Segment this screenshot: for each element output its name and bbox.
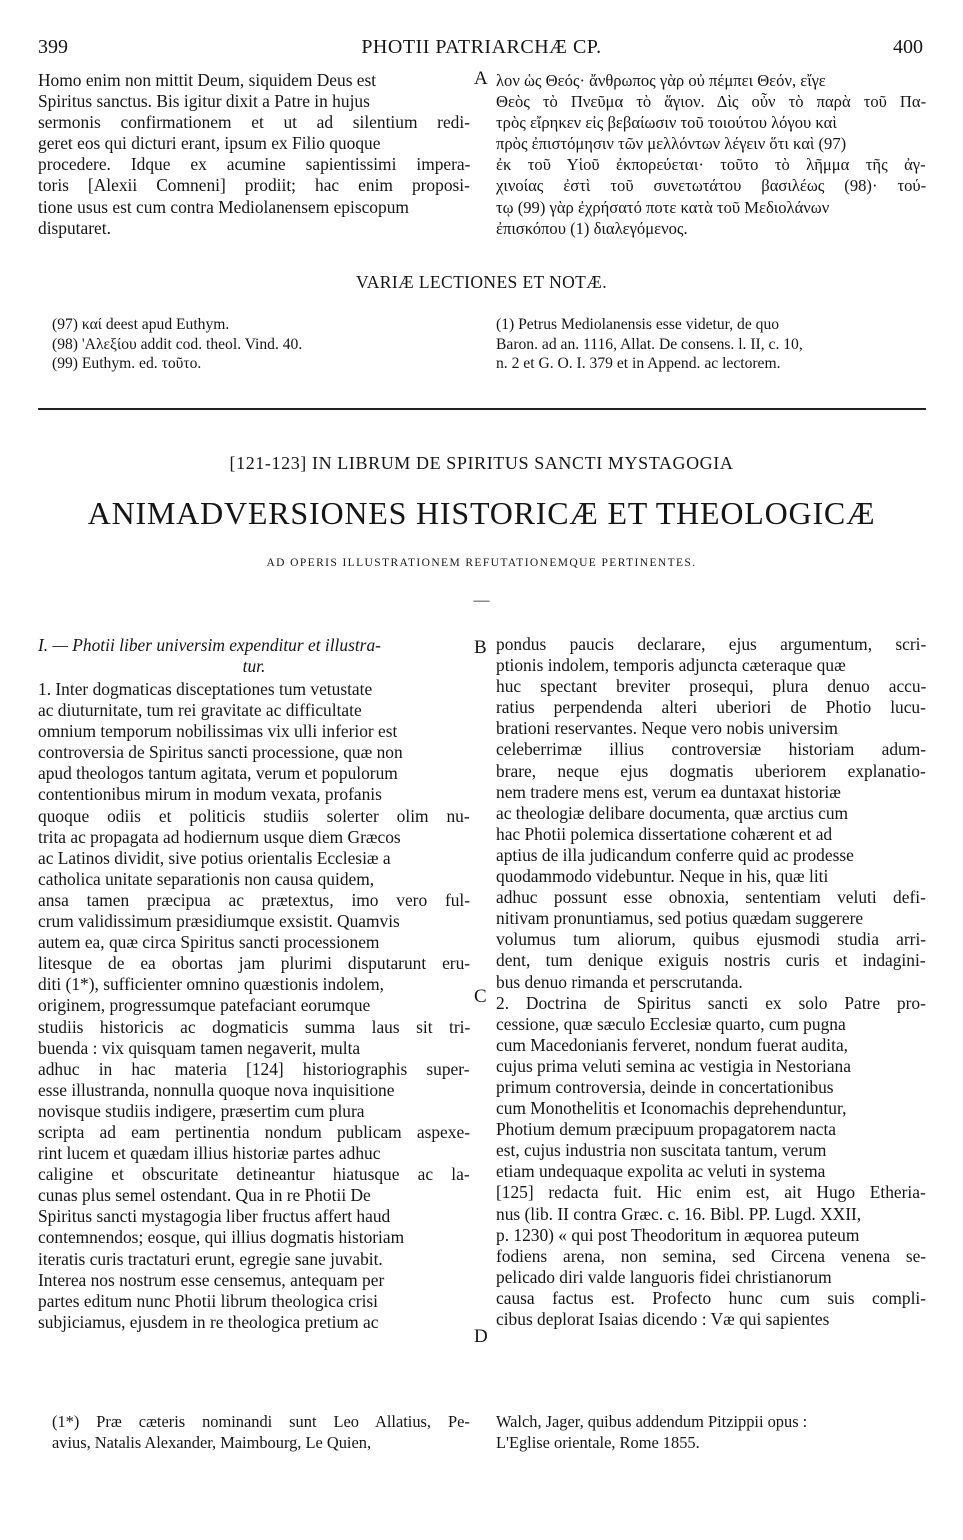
body-line: quoque odiis et politicis studiis solerter olim nu-: [38, 805, 470, 826]
body-line: novisque studiis indigere, præsertim cum plura: [38, 1100, 365, 1121]
body-line: volumus tum aliorum, quibus ejusmodi studia arri-: [496, 929, 927, 950]
margin-marker-c: C: [474, 986, 487, 1007]
latin-line: Spiritus sanctus. Bis igitur dixit a Patre in hujus: [38, 91, 370, 112]
section-subtitle: [121-123] IN LIBRUM DE SPIRITUS SANCTI MYSTAGOGIA: [229, 453, 734, 473]
footnote-line: L'Eglise orientale, Rome 1855.: [496, 1433, 700, 1453]
body-line: huc spectant breviter prosequi, plura denuo accu-: [496, 676, 927, 697]
body-line: primum controversia, deinde in concertationibus: [496, 1076, 834, 1097]
body-line: celeberrimæ illius controversiæ historiam adum-: [496, 739, 927, 760]
margin-marker-a: A: [474, 68, 488, 89]
body-line: ratius perpendenda alteri uberiori de Photio lucu-: [496, 697, 926, 718]
running-title: PHOTII PATRIARCHÆ CP.: [361, 36, 602, 58]
body-line: adhuc in hac materia [124] historiographis super-: [38, 1058, 470, 1079]
footnote-right: [496, 1412, 926, 1454]
page-number-right: 400: [893, 36, 923, 58]
body-line: Spiritus sancti mystagogia liber fructus affert haud: [38, 1206, 391, 1227]
footnote-line: avius, Natalis Alexander, Maimbourg, Le Quien,: [52, 1433, 372, 1453]
body-line: 2. Doctrina de Spiritus sancti ex solo Patre pro-: [496, 992, 926, 1013]
chapter-heading-line-2: tur.: [242, 656, 266, 677]
latin-line: disputaret.: [38, 217, 111, 238]
body-line: Interea nos nostrum esse censemus, antequam per: [38, 1269, 385, 1290]
body-line: nem tradere mens est, verum ea duntaxat historiæ: [496, 781, 841, 802]
body-line: causa factus est. Profecto hunc cum suis compli-: [496, 1287, 927, 1308]
body-line: Photium demum præcipuum propagatorem nacta: [496, 1119, 837, 1140]
greek-line: χινοίας ἐστὶ τοῦ συνετωτάτου βασιλέως (98)· τού-: [496, 176, 927, 196]
body-line: buenda : vix quisquam tamen negaverit, multa: [38, 1037, 361, 1058]
body-line: p. 1230) « qui post Theodoritum in æquorea puteum: [496, 1224, 860, 1245]
body-line: fodiens arena, non semina, sed Circena venena se-: [496, 1245, 927, 1266]
latin-line: geret eos qui dicturi erant, ipsum ex Filio quoque: [38, 133, 381, 154]
body-line: trita ac propagata ad hodiernum usque diem Græcos: [38, 826, 401, 847]
body-line: cibus deplorat Isaias dicendo : Væ qui sapientes: [496, 1309, 830, 1329]
body-line: originem, progressumque patefaciant eorumque: [38, 995, 371, 1016]
footnote-left: [52, 1412, 470, 1454]
body-line: pelicado diri valde languoris fidei christianorum: [496, 1266, 832, 1287]
body-line: ac diuturnitate, tum rei gravitate ac difficultate: [38, 700, 362, 721]
body-line: ptionis indolem, temporis adjuncta cæteraque quæ: [496, 655, 846, 676]
body-line: partes editum nunc Photii librum theologica crisi: [38, 1290, 379, 1311]
body-line: ac Latinos dividit, sive potius orientalis Ecclesiæ a: [38, 847, 391, 868]
body-line: rint lucem et quædam illius historiæ partes adhuc: [38, 1143, 381, 1164]
body-line: diti (1*), sufficienter omnino quæstionis indolem,: [38, 974, 385, 995]
body-line: aptius de illa judicandum conferre quid ac prodesse: [496, 844, 854, 865]
body-line: pondus paucis declarare, ejus argumentum, scri-: [496, 634, 927, 654]
body-line: cunas plus semel ostendant. Qua in re Photii De: [38, 1185, 371, 1206]
body-line: controversia de Spiritus sancti processione, quæ non: [38, 742, 403, 763]
body-line: nitivam pronuntiamus, sed potius quædam suggerere: [496, 908, 864, 929]
margin-marker-d: D: [474, 1326, 488, 1347]
variant-note: (98) 'Αλεξίου addit cod. theol. Vind. 40.: [52, 335, 303, 353]
greek-line: πρὸς ἐπιστόμησιν τῶν μελλόντων λέγειν ὅτι καὶ (97): [496, 134, 847, 154]
body-line: ac theologiæ delibare documenta, quæ arctius cum: [496, 802, 849, 823]
body-line: esse illustranda, nonnulla quoque nova inquisitione: [38, 1079, 395, 1100]
body-line: contemnendos; eosque, qui illius dogmatis historiam: [38, 1227, 405, 1248]
body-line: ansa tamen præcipua ac prætextus, imo vero ful-: [38, 889, 471, 910]
greek-line: ἐκ τοῦ Υἱοῦ ἐκπορεύεται· τοῦτο τὸ λῆμμα τῆς ἀγ-: [496, 155, 926, 175]
latin-line: procedere. Idque ex acumine sapientissimi impera-: [38, 154, 471, 175]
greek-line: Θεὸς τὸ Πνεῦμα τὸ ἅγιον. Δὶς οὖν τὸ παρὰ τοῦ Πα-: [496, 92, 927, 112]
body-line: cum Monothelitis et Iconomachis deprehenduntur,: [496, 1098, 847, 1119]
body-line: caligine et obscuritate detineantur hiatusque ac la-: [38, 1164, 470, 1185]
body-left-column: [38, 679, 470, 1333]
body-line: catholica unitate separationis non causa quidem,: [38, 868, 375, 889]
variae-heading: VARIÆ LECTIONES ET NOTÆ.: [355, 272, 608, 292]
variant-note: (97) καί deest apud Euthym.: [52, 316, 230, 333]
body-line: est, cujus industria non suscitata tantum, verum: [496, 1140, 827, 1161]
latin-translation-column: [38, 70, 470, 239]
variant-note: (99) Euthym. ed. τοῦτο.: [52, 355, 202, 373]
body-line: 1. Inter dogmaticas disceptationes tum vetustate: [38, 679, 373, 699]
body-line: dent, tum denique exiguis nostris curis et indagini-: [496, 950, 926, 971]
body-right-column: [496, 634, 926, 1330]
body-line: scripta ad eam pertinentia nondum publicam aspexe-: [38, 1121, 470, 1142]
greek-line: τῳ (99) γὰρ ἐχρήσατό ποτε κατὰ τοῦ Μεδιολάνων: [496, 197, 830, 217]
body-line: quodammodo videbuntur. Neque in his, quæ liti: [496, 866, 829, 887]
chapter-heading: [38, 635, 470, 677]
greek-line: τρὸς εἴρηκεν εἰς βεβαίωσιν τοῦ τοιούτου λόγου καὶ: [496, 113, 837, 133]
body-line: brare, neque ejus dogmatis uberiorem explanatio-: [496, 760, 926, 781]
body-line: cujus prima veluti semina ac vestigia in Nestoriana: [496, 1055, 851, 1076]
body-line: litesque de ea obortas jam plurimi disputarunt eru-: [38, 953, 471, 974]
body-line: adhuc possunt esse obnoxia, sententiam veluti defi-: [496, 887, 926, 908]
body-line: nus (lib. II contra Græc. c. 16. Bibl. PP. Lugd. XXII,: [496, 1203, 862, 1224]
variae-notes-right: [496, 315, 926, 374]
body-line: studiis historicis ac dogmaticis summa laus sit tri-: [38, 1016, 471, 1037]
body-line: [125] redacta fuit. Hic enim est, ait Hugo Etheria-: [496, 1182, 926, 1203]
body-line: brationi reservantes. Neque vero nobis universim: [496, 718, 838, 739]
latin-line: Homo enim non mittit Deum, siquidem Deus est: [38, 70, 377, 90]
footnote-line: Walch, Jager, quibus addendum Pitzippii opus :: [496, 1412, 808, 1431]
body-line: bus denuo rimanda et perscrutanda.: [496, 971, 743, 992]
body-line: iteratis curis tractaturi erunt, egregie sane juvabit.: [38, 1248, 383, 1269]
latin-line: sermonis confirmationem et ut ad silentium redi-: [38, 112, 470, 133]
latin-line: toris [Alexii Comneni] prodiit; hac enim proposi-: [38, 175, 470, 196]
page-number-left: 399: [38, 36, 68, 58]
body-line: crum validissimum præsidiumque exsistit. Quamvis: [38, 911, 400, 932]
body-line: autem ea, quæ circa Spiritus sancti processionem: [38, 932, 380, 953]
variant-note: (1) Petrus Mediolanensis esse videtur, de quo: [496, 316, 780, 333]
greek-text-column: [496, 70, 926, 239]
body-line: cessione, quæ sæculo Ecclesiæ quarto, cum pugna: [496, 1013, 846, 1034]
body-line: etiam undequaque expolita ac veluti in systema: [496, 1161, 826, 1182]
greek-line: λον ὡς Θεός· ἄνθρωπος γὰρ οὐ πέμπει Θεόν, εἴγε: [496, 71, 826, 90]
greek-line: ἐπισκόπου (1) διαλεγόμενος.: [496, 218, 688, 238]
variant-note: n. 2 et G. O. I. 379 et in Append. ac lectorem.: [496, 355, 781, 373]
section-sub-subtitle: AD OPERIS ILLUSTRATIONEM REFUTATIONEMQUE PERTINENTES.: [266, 557, 697, 569]
body-line: apud theologos tantum agitata, verum et populorum: [38, 763, 398, 784]
section-divider: [38, 408, 926, 410]
body-line: cum Macedonianis ferveret, nondum fuerat audita,: [496, 1034, 849, 1055]
body-line: hac Photii polemica dissertatione cohærent et ad: [496, 823, 833, 844]
section-title: ANIMADVERSIONES HISTORICÆ ET THEOLOGICÆ: [87, 495, 876, 531]
body-line: contentionibus mirum in modum vexata, profanis: [38, 784, 382, 805]
footnote-line: (1*) Præ cæteris nominandi sunt Leo Allatius, Pe-: [52, 1412, 470, 1431]
margin-marker-b: B: [474, 637, 487, 658]
section-dash: —: [473, 592, 490, 609]
chapter-heading-line-1: I. — Photii liber universim expenditur et illustra-: [38, 635, 381, 655]
variae-notes-left: [52, 315, 452, 374]
variant-note: Baron. ad an. 1116, Allat. De consens. l. II, c. 10,: [496, 335, 803, 353]
body-line: subjiciamus, ejusdem in re theologica pretium ac: [38, 1311, 379, 1332]
latin-line: tione usus est cum contra Mediolanensem episcopum: [38, 196, 409, 217]
body-line: omnium temporum nobilissimas vix ulli inferior est: [38, 721, 398, 742]
